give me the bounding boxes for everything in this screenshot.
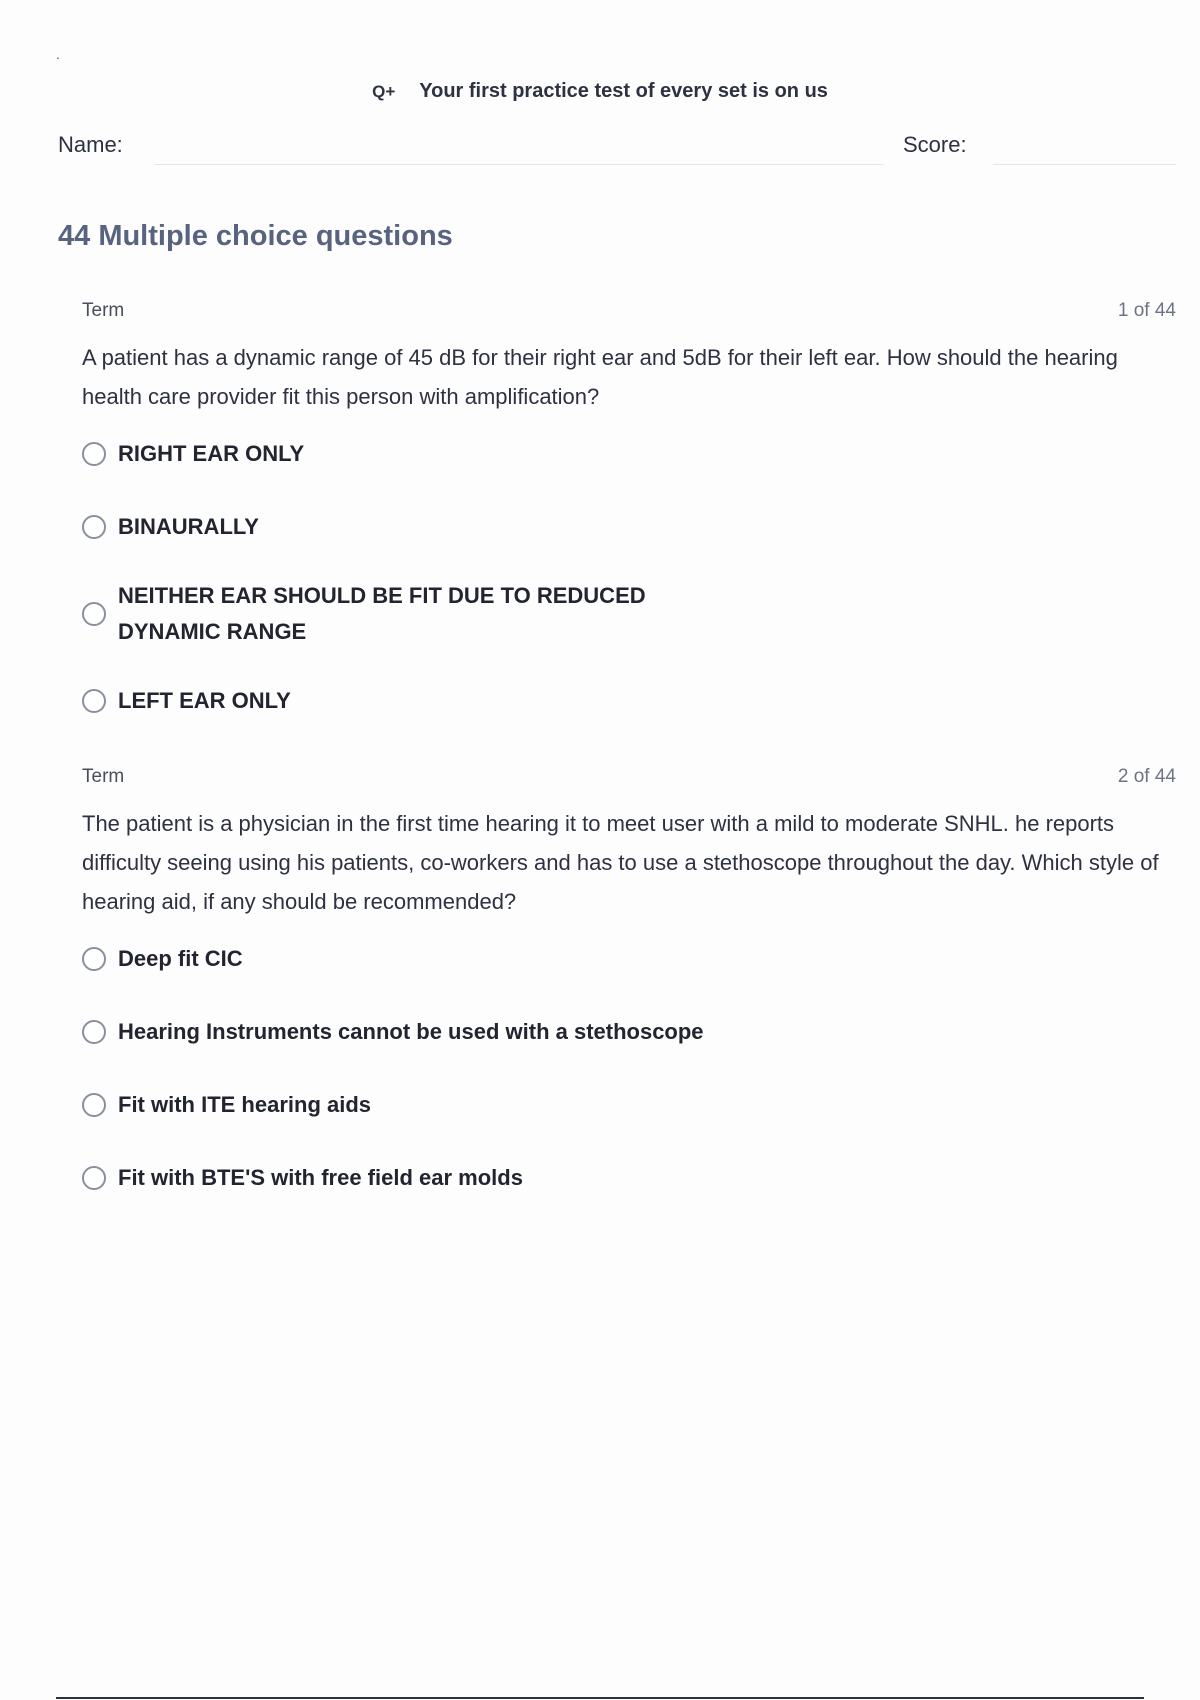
- answer-option-label: BINAURALLY: [118, 514, 259, 539]
- answer-option[interactable]: [82, 578, 1176, 650]
- answer-option-label: Fit with ITE hearing aids: [118, 1092, 372, 1117]
- name-field-line[interactable]: [154, 164, 884, 165]
- answer-option-label: Hearing Instruments cannot be used with a stethoscope: [118, 1019, 704, 1044]
- question-counter: 2 of 44: [1117, 766, 1176, 787]
- score-label: Score:: [903, 132, 967, 157]
- radio-button[interactable]: [82, 442, 106, 466]
- section-title: 44 Multiple choice questions: [58, 220, 453, 252]
- answer-option[interactable]: [82, 1156, 1176, 1200]
- name-score-row: [58, 132, 1176, 168]
- score-field-line[interactable]: [993, 164, 1176, 165]
- radio-button[interactable]: [82, 947, 106, 971]
- radio-button[interactable]: [82, 689, 106, 713]
- answer-option-label: NEITHER EAR SHOULD BE FIT DUE TO REDUCED DYNAMIC RANGE: [118, 583, 646, 644]
- answer-options: [82, 432, 1176, 723]
- question-card: [82, 766, 1176, 1229]
- question-header: [82, 766, 1176, 790]
- radio-button[interactable]: [82, 515, 106, 539]
- term-label: Term: [82, 766, 125, 787]
- radio-button[interactable]: [82, 602, 106, 626]
- answer-option-label: LEFT EAR ONLY: [118, 688, 291, 713]
- answer-option[interactable]: [82, 1083, 1176, 1127]
- answer-option[interactable]: [82, 937, 1176, 981]
- answer-option[interactable]: [82, 432, 1176, 476]
- promo-banner: [0, 80, 1200, 103]
- question-card: [82, 300, 1176, 752]
- answer-option[interactable]: [82, 679, 1176, 723]
- quizlet-plus-icon: Q+: [372, 81, 396, 101]
- answer-option-label: Fit with BTE'S with free field ear molds: [118, 1165, 523, 1190]
- answer-option[interactable]: [82, 505, 1176, 549]
- promo-text: Your first practice test of every set is on us: [419, 80, 828, 102]
- question-text: The patient is a physician in the first time hearing it to meet user with a mild to moderate SNHL. he reports difficulty seeing using his patients, co-workers and has to use a stethoscope throughout the day. Which style of hearing aid, if any should be recommended?: [82, 811, 1159, 914]
- radio-button[interactable]: [82, 1093, 106, 1117]
- question-counter: 1 of 44: [1117, 300, 1176, 321]
- answer-option[interactable]: [82, 1010, 1176, 1054]
- radio-button[interactable]: [82, 1166, 106, 1190]
- name-label: Name:: [58, 132, 123, 157]
- question-header: [82, 300, 1176, 324]
- page-footer-rule: [56, 1697, 1144, 1699]
- term-label: Term: [82, 300, 125, 321]
- answer-option-label: Deep fit CIC: [118, 946, 243, 971]
- answer-options: [82, 937, 1176, 1200]
- radio-button[interactable]: [82, 1020, 106, 1044]
- page-dot: .: [56, 46, 60, 62]
- question-text: A patient has a dynamic range of 45 dB for their right ear and 5dB for their left ear. How should the hearing health care provider fit this person with amplification?: [82, 345, 1118, 409]
- answer-option-label: RIGHT EAR ONLY: [118, 441, 305, 466]
